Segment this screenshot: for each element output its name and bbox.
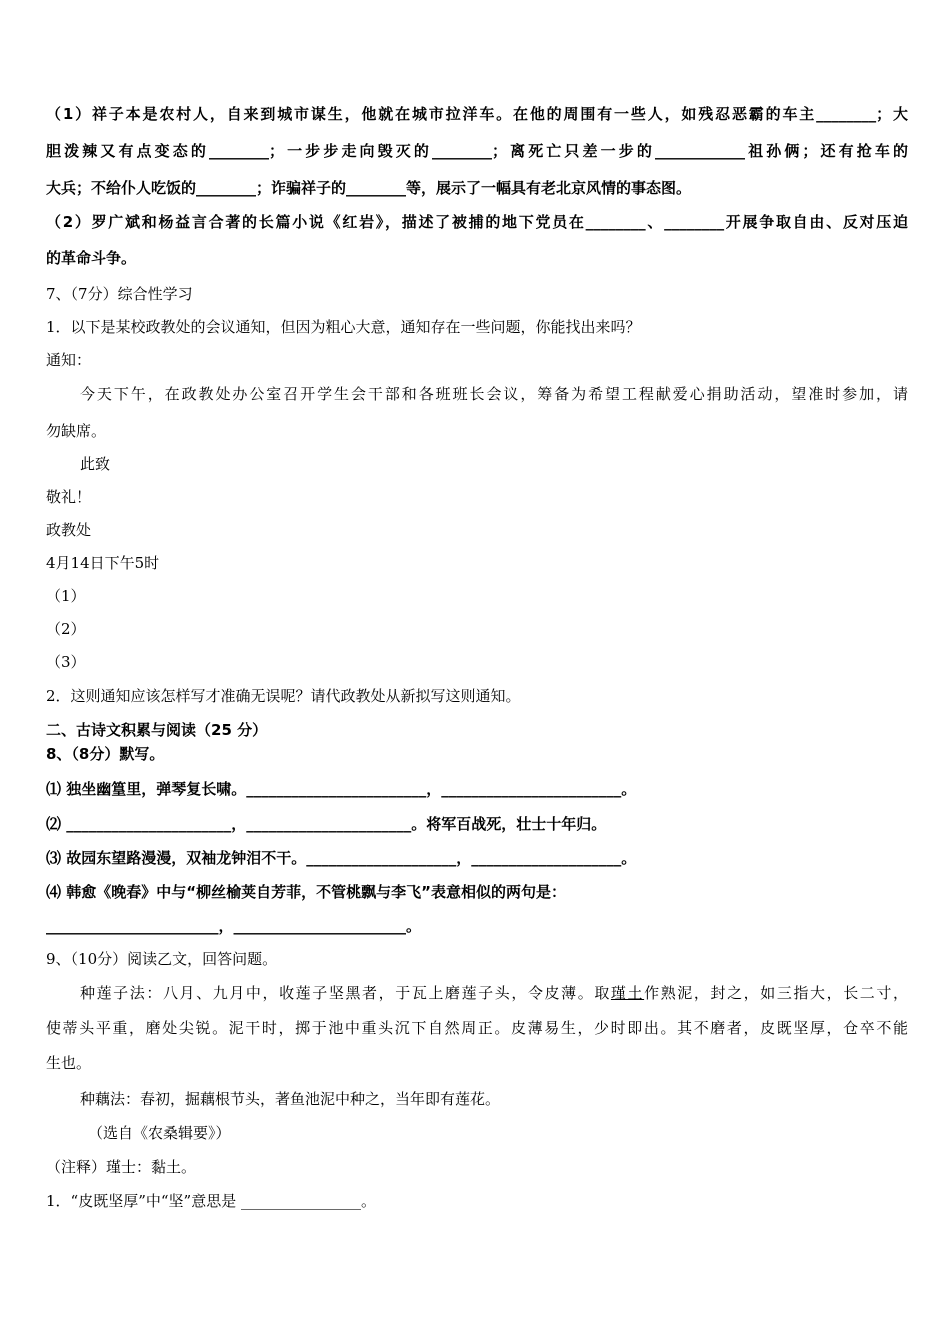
answer-1: （1） [46, 587, 86, 605]
passage-line-2: 使蒂头平重，磨处尖锐。泥干时，掷于池中重头沉下自然周正。皮薄易生，少时即出。其不磨者，皮既坚厚，仓卒不能 [46, 1019, 908, 1037]
q8-item-4-blanks: _______________________，_______________________。 [46, 917, 422, 935]
answer-3: （3） [46, 653, 86, 671]
passage-line-1-end: 作熟泥，封之，如三指大，长二寸， [644, 984, 908, 1002]
q9-heading: 9、（10分）阅读乙文，回答问题。 [46, 950, 278, 968]
q6-1-line-2: 胆泼辣又有点变态的________；一步步走向毁灭的________；离死亡只差一步的____________祖孙俩；还有抢车的 [46, 142, 908, 160]
q7-1-prompt: 1．以下是某校政教处的会议通知，但因为粗心大意，通知存在一些问题，你能找出来吗？ [46, 318, 641, 336]
notice-closing: 此致 [80, 455, 111, 473]
q8-item-4: ⑷ 韩愈《晚春》中与“柳丝榆荚自芳菲，不管桃飘与李飞”表意相似的两句是： [46, 883, 566, 901]
notice-salute: 敬礼！ [46, 488, 92, 506]
q9-1-prompt: 1．“皮既坚厚”中“坚”意思是 ________________。 [46, 1192, 376, 1210]
notice-body-2: 勿缺席。 [46, 422, 107, 440]
passage-line-4: 种藕法：春初，掘藕根节头，著鱼池泥中种之，当年即有莲花。 [80, 1090, 501, 1108]
notice-sender: 政教处 [46, 521, 92, 539]
answer-2: （2） [46, 620, 86, 638]
q6-1-line-3: 大兵；不给仆人吃饭的________；诈骗祥子的________等，展示了一幅具有老北京风情的事态图。 [46, 179, 692, 197]
q8-item-3: ⑶ 故园东望路漫漫，双袖龙钟泪不干。____________________，____________________。 [46, 849, 637, 867]
notice-date: 4月14日下午5时 [46, 554, 160, 572]
q7-heading: 7、（7分）综合性学习 [46, 285, 193, 303]
q7-2-prompt: 2．这则通知应该怎样写才准确无误呢？请代政教处从新拟写这则通知。 [46, 687, 521, 705]
q8-heading: 8、（8分）默写。 [46, 745, 165, 763]
q8-item-2: ⑵ ______________________，______________________。将军百战死，壮士十年归。 [46, 815, 607, 833]
passage-line-3: 生也。 [46, 1054, 92, 1072]
q6-2-line-1: （2）罗广斌和杨益言合著的长篇小说《红岩》，描述了被捕的地下党员在________、________开展争取自由、反对压迫 [46, 213, 908, 231]
q8-item-1: ⑴ 独坐幽篁里，弹琴复长啸。________________________，________________________。 [46, 780, 637, 798]
passage-line-1 [80, 983, 908, 1003]
passage-source: （选自《农桑辑要》） [88, 1124, 231, 1142]
notice-title: 通知： [46, 351, 92, 369]
q6-1-line-1: （1）祥子本是农村人，自来到城市谋生，他就在城市拉洋车。在他的周围有一些人，如残忍恶霸的车主________；大 [46, 105, 908, 123]
q6-2-line-2: 的革命斗争。 [46, 249, 137, 267]
notice-body-1: 今天下午，在政教处办公室召开学生会干部和各班班长会议，筹备为希望工程献爱心捐助活动，望准时参加，请 [80, 385, 908, 403]
passage-line-1-start: 种莲子法：八月、九月中，收莲子坚黑者，于瓦上磨莲子头，令皮薄。取 [80, 984, 611, 1002]
section-2-heading: 二、古诗文积累与阅读（25 分） [46, 721, 268, 739]
passage-note: （注释）瑾士：黏土。 [46, 1158, 197, 1176]
underlined-word: 瑾土 [610, 984, 645, 1002]
